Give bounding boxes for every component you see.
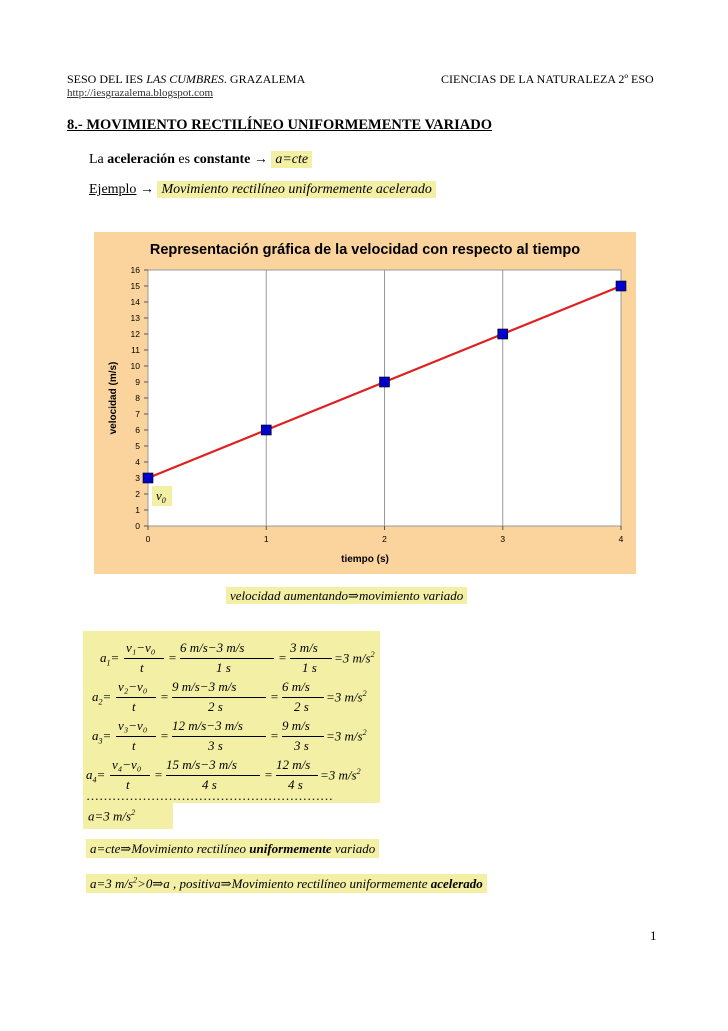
acceleration-formula: a=cte xyxy=(271,151,312,168)
equations-dots: ………………………………………………… xyxy=(86,788,333,803)
y-tick-label: 4 xyxy=(135,457,140,467)
fraction-bar xyxy=(110,775,150,776)
fraction-numerator: v₁−v₀ xyxy=(126,640,156,655)
y-tick-label: 8 xyxy=(135,393,140,403)
x-axis-label: tiempo (s) xyxy=(341,554,389,565)
fraction-bar xyxy=(124,658,164,659)
y-tick-label: 9 xyxy=(135,377,140,387)
fraction-bar xyxy=(282,736,324,737)
data-point xyxy=(380,377,390,387)
fraction-denominator: t xyxy=(140,660,144,675)
x-tick-label: 4 xyxy=(618,534,624,544)
x-tick-label: 3 xyxy=(500,534,506,544)
fraction-bar xyxy=(166,775,260,776)
fraction-bar xyxy=(172,736,266,737)
example-line: Ejemplo → Movimiento rectilíneo uniformemente acelerado xyxy=(89,182,436,198)
conclusion-uniform: a=cte⇒Movimiento rectilíneo uniformemente variado xyxy=(86,841,379,857)
section-title: 8.- MOVIMIENTO RECTILÍNEO UNIFORMEMENTE VARIADO xyxy=(67,117,492,133)
fraction-bar xyxy=(282,697,324,698)
fraction-bar xyxy=(180,658,274,659)
y-tick-label: 10 xyxy=(130,361,140,371)
y-tick-label: 14 xyxy=(130,297,140,307)
conclusion-accelerated: a=3 $m/s^2>0\Rightarrow a$ , positiva⇒Movimiento rectilíneo uniformemente acelerado xyxy=(86,876,487,892)
y-tick-label: 3 xyxy=(135,473,140,483)
equation-result: =3 $m/s^2$ xyxy=(326,728,367,744)
fraction-denominator: 1 s xyxy=(216,660,231,675)
final-acceleration: a=3 $m/s^2$ xyxy=(88,808,136,824)
conclusion-velocity: velocidad aumentando⇒movimiento variado xyxy=(226,588,467,604)
fraction-numerator: v₄−v₀ xyxy=(112,757,142,772)
example-text: Movimiento rectilíneo uniformemente acelerado xyxy=(157,181,435,198)
equals-sign: = xyxy=(154,767,163,782)
definition-line: La aceleración es constante → a=cte xyxy=(89,152,312,168)
fraction-bar xyxy=(290,658,332,659)
equation-lhs: $a_3=$ xyxy=(92,728,112,746)
fraction-denominator: 3 s xyxy=(208,738,223,753)
fraction-bar xyxy=(116,697,156,698)
y-tick-label: 12 xyxy=(130,329,140,339)
data-point xyxy=(616,281,626,291)
fraction-denominator: t xyxy=(126,777,130,792)
y-tick-label: 6 xyxy=(135,425,140,435)
fraction-numerator: 9 m/s−3 m/s xyxy=(172,679,237,694)
fraction-denominator: 4 s xyxy=(288,777,303,792)
equation-lhs: $a_4=$ xyxy=(86,767,106,785)
equals-sign: = xyxy=(168,650,177,665)
x-tick-label: 0 xyxy=(145,534,151,544)
equation-result: =3 $m/s^2$ xyxy=(326,689,367,705)
y-tick-label: 11 xyxy=(131,345,140,355)
y-tick-label: 13 xyxy=(130,313,140,323)
fraction-bar xyxy=(116,736,156,737)
chart-title: Representación gráfica de la velocidad con respecto al tiempo xyxy=(149,242,581,258)
y-tick-label: 0 xyxy=(135,521,140,531)
fraction-bar xyxy=(172,697,266,698)
equation-lhs: $a_1=$ xyxy=(100,650,120,668)
y-axis-label: velocidad (m/s) xyxy=(108,361,119,435)
data-point xyxy=(143,473,153,483)
y-tick-label: 5 xyxy=(135,441,140,451)
y-tick-label: 2 xyxy=(135,489,140,499)
fraction-denominator: 3 s xyxy=(294,738,309,753)
v0-annotation: $v_0$ xyxy=(156,488,166,505)
fraction-numerator: 12 m/s−3 m/s xyxy=(172,718,243,733)
data-point xyxy=(261,425,271,435)
data-point xyxy=(498,329,508,339)
y-tick-label: 15 xyxy=(130,281,140,291)
header-url-link[interactable]: http://iesgrazalema.blogspot.com xyxy=(67,87,214,99)
equation-lhs: $a_2=$ xyxy=(92,689,112,707)
equals-sign: = xyxy=(270,689,279,704)
fraction-numerator: 15 m/s−3 m/s xyxy=(166,757,237,772)
velocity-time-chart xyxy=(94,232,636,574)
header-school: SESO DEL IES LAS CUMBRES. GRAZALEMA xyxy=(67,72,306,86)
y-tick-label: 1 xyxy=(135,505,140,515)
fraction-numerator: 12 m/s xyxy=(276,757,311,772)
equation-result: =3 $m/s^2$ xyxy=(320,767,361,783)
fraction-denominator: 2 s xyxy=(208,699,223,714)
fraction-denominator: t xyxy=(132,699,136,714)
fraction-denominator: 2 s xyxy=(294,699,309,714)
fraction-numerator: 9 m/s xyxy=(282,718,310,733)
fraction-numerator: 6 m/s xyxy=(282,679,310,694)
fraction-denominator: 1 s xyxy=(302,660,317,675)
equals-sign: = xyxy=(160,728,169,743)
header-subject: CIENCIAS DE LA NATURALEZA 2º ESO xyxy=(441,72,654,86)
fraction-numerator: 6 m/s−3 m/s xyxy=(180,640,245,655)
equals-sign: = xyxy=(160,689,169,704)
equals-sign: = xyxy=(264,767,273,782)
fraction-numerator: v₂−v₀ xyxy=(118,679,148,694)
equals-sign: = xyxy=(278,650,287,665)
example-label: Ejemplo xyxy=(89,182,137,197)
fraction-denominator: 4 s xyxy=(202,777,217,792)
fraction-denominator: t xyxy=(132,738,136,753)
equation-result: =3 $m/s^2$ xyxy=(334,650,375,666)
fraction-bar xyxy=(276,775,318,776)
x-tick-label: 1 xyxy=(263,534,269,544)
fraction-numerator: v₃−v₀ xyxy=(118,718,148,733)
y-tick-label: 16 xyxy=(130,265,140,275)
page-number: 1 xyxy=(650,928,657,943)
equals-sign: = xyxy=(270,728,279,743)
y-tick-label: 7 xyxy=(135,409,140,419)
x-tick-label: 2 xyxy=(382,534,387,544)
fraction-numerator: 3 m/s xyxy=(290,640,318,655)
